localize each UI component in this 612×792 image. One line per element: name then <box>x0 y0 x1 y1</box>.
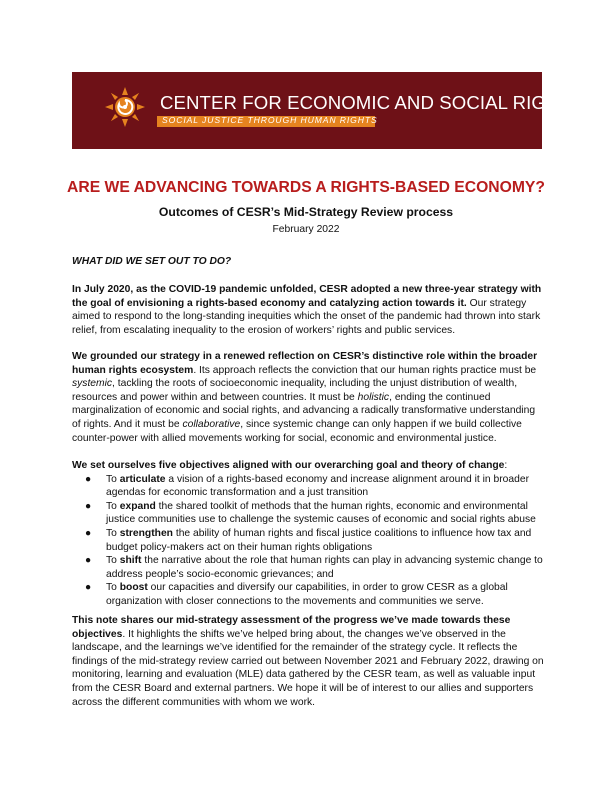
sun-logo-icon <box>104 86 146 128</box>
p3-bold: We set ourselves five objectives aligned with our overarching goal and theory of change <box>72 460 505 471</box>
item-verb: shift <box>119 555 142 567</box>
organization-name: CENTER FOR ECONOMIC AND SOCIAL RIGHTS <box>160 92 584 113</box>
p2-bold: We grounded our strategy in a renewed reflection on CESR’s distinctive role within the broader human rights ecosystem <box>72 351 538 376</box>
paragraph-objectives <box>72 459 544 609</box>
list-item <box>85 473 544 500</box>
organization-tagline: SOCIAL JUSTICE THROUGH HUMAN RIGHTS <box>162 115 378 125</box>
item-text: a vision of a rights-based economy and increase alignment around it in broader agendas for economic transformation and a just transition <box>106 473 530 499</box>
item-text: the ability of human rights and fiscal justice coalitions to influence how tax and budget policy-makers act on their human rights obligations <box>106 527 532 553</box>
p2-italic-systemic: systemic <box>72 378 113 390</box>
header-banner <box>72 72 584 149</box>
document-date: February 2022 <box>272 224 340 235</box>
p1-bold-end: . <box>463 297 467 309</box>
item-prefix: To <box>106 473 120 485</box>
list-item <box>85 500 544 527</box>
objectives-list <box>72 473 544 609</box>
p2-italic-collaborative: collaborative <box>182 418 241 430</box>
item-prefix: To <box>106 582 120 594</box>
item-verb: boost <box>119 582 148 594</box>
p4-bold: This note shares our mid-strategy assessment of the progress we’ve made towards these objectives <box>72 615 511 640</box>
tagline-bar <box>157 115 378 127</box>
p2-text-4: , since systemic change can only happen if we build collective counter-power with allied movements working for social, economic and environmental justice. <box>72 418 522 444</box>
item-prefix: To <box>106 555 120 567</box>
p2-italic-holistic: holistic <box>357 391 390 403</box>
p3-after: : <box>504 460 508 471</box>
bullet-icon: ● <box>85 527 92 539</box>
paragraph-strategy-adoption <box>72 283 544 337</box>
paragraph-strategy-grounding <box>72 350 544 445</box>
p2-text-1: . Its approach reflects the conviction that our human rights practice must be <box>193 364 537 376</box>
list-item <box>85 581 544 608</box>
item-text: our capacities and diversify our capabilities, in order to grow CESR as a global organization with closer connections to the movements and communities we serve. <box>106 582 508 607</box>
item-prefix: To <box>106 500 120 512</box>
bullet-icon: ● <box>85 555 92 567</box>
bullet-icon: ● <box>85 582 92 594</box>
section-heading: WHAT DID WE SET OUT TO DO? <box>72 256 232 267</box>
item-verb: articulate <box>119 473 166 485</box>
list-item <box>85 527 544 554</box>
item-text: the shared toolkit of methods that the human rights, economic and environmental justice communities use to challenge the systemic causes of economic and social rights abuse <box>106 500 536 526</box>
p4-text: . It highlights the shifts we’ve helped bring about, the changes we’ve observed in the landscape, and the learnings we’ve identified for the remainder of the strategy cycle. It reflects the findings of the mid-strategy review carried out between November 2021 and February 2022, drawing on monitoring, learning and evaluation (MLE) data gathered by the CESR team, as well as valuable input from the CESR Board and external partners. We hope it will be of interest to our allies and supporters across the different communities with whom we work. <box>72 628 544 708</box>
item-verb: expand <box>119 500 156 512</box>
document-subtitle: Outcomes of CESR’s Mid-Strategy Review process <box>158 205 454 219</box>
p1-text: Our strategy aimed to respond to the long-standing inequities which the onset of the pandemic had thrown into stark relief, from escalating inequality to the erosion of workers’ rights and public services. <box>72 297 541 336</box>
p1-bold: In July 2020, as the COVID-19 pandemic unfolded, CESR adopted a new three-year strategy with the goal of envisioning a rights-based economy and catalyzing action towards it <box>72 284 542 309</box>
bullet-icon: ● <box>85 500 92 512</box>
p2-text-2: , tackling the roots of socioeconomic inequality, including the unjust distribution of wealth, resources and power within and between countries. It must be <box>72 378 518 403</box>
p2-text-3: , ending the continued marginalization of economic and social rights, and advancing a radically transformative understanding of rights. And it must be <box>72 391 536 430</box>
item-text: the narrative about the role that human rights can play in advancing systemic change to address people’s socio-economic grievances; and <box>106 555 543 580</box>
list-item <box>85 554 544 581</box>
paragraph-note-summary <box>72 614 544 709</box>
bullet-icon: ● <box>85 473 92 485</box>
document-title: ARE WE ADVANCING TOWARDS A RIGHTS-BASED ECONOMY? <box>67 179 545 196</box>
item-verb: strengthen <box>119 527 173 539</box>
item-prefix: To <box>106 527 120 539</box>
